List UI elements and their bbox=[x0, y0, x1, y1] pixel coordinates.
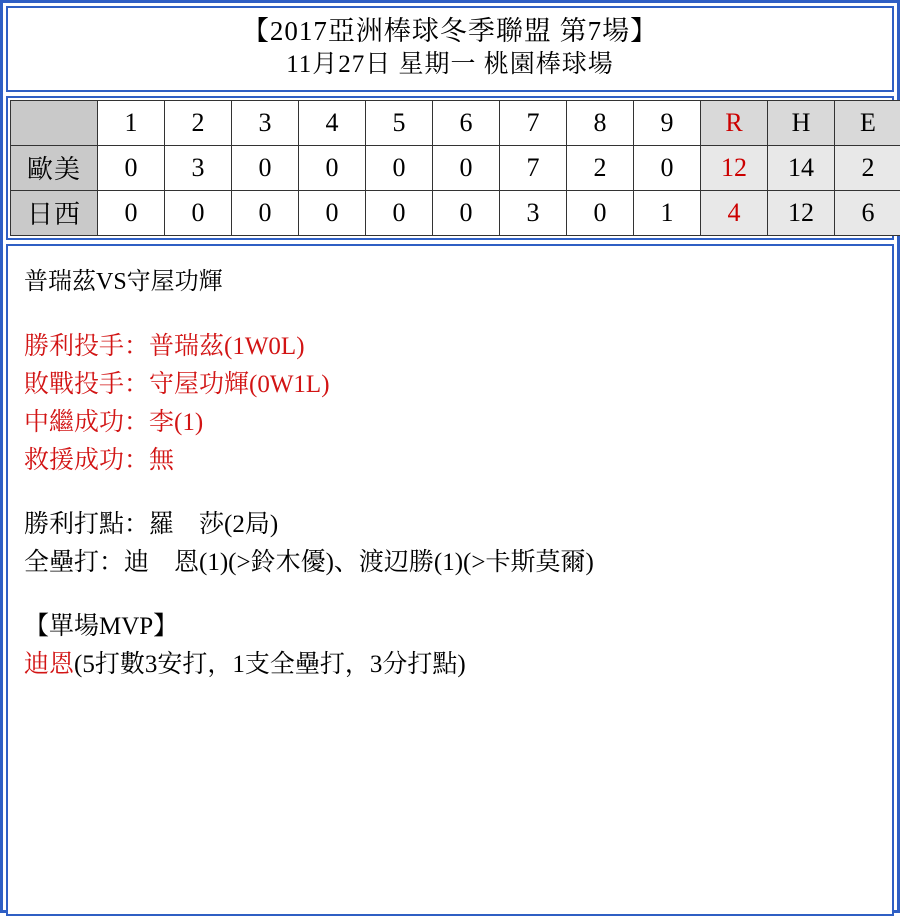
inning-header-1: 1 bbox=[98, 100, 165, 145]
table-header-row bbox=[11, 100, 900, 145]
inning-header-2: 2 bbox=[165, 100, 232, 145]
home-inning-2: 0 bbox=[165, 190, 232, 235]
away-inning-9: 0 bbox=[634, 145, 701, 190]
game-notes-panel bbox=[6, 244, 894, 916]
mvp-stats: (5打數3安打，1支全壘打，3分打點) bbox=[74, 651, 466, 678]
notes-spacer-2 bbox=[24, 582, 876, 608]
inning-header-7: 7 bbox=[500, 100, 567, 145]
away-inning-1: 0 bbox=[98, 145, 165, 190]
starting-pitchers-matchup: 普瑞茲VS守屋功輝 bbox=[24, 264, 876, 300]
home-errors: 6 bbox=[835, 190, 900, 235]
team-name-away: 歐美 bbox=[11, 145, 98, 190]
away-inning-3: 0 bbox=[232, 145, 299, 190]
hold-pitcher: 中繼成功：李(1) bbox=[24, 404, 876, 442]
away-inning-5: 0 bbox=[366, 145, 433, 190]
notes-spacer-1 bbox=[24, 480, 876, 506]
winning-rbi: 勝利打點：羅 莎(2局) bbox=[24, 506, 876, 544]
losing-pitcher: 敗戰投手：守屋功輝(0W1L) bbox=[24, 366, 876, 404]
away-hits: 14 bbox=[768, 145, 835, 190]
home-inning-9: 1 bbox=[634, 190, 701, 235]
mvp-line bbox=[24, 646, 876, 684]
table-row bbox=[11, 145, 900, 190]
home-inning-8: 0 bbox=[567, 190, 634, 235]
hits-header: H bbox=[768, 100, 835, 145]
game-date-venue: 11月27日 星期一 桃園棒球場 bbox=[8, 49, 892, 82]
table-row bbox=[11, 190, 900, 235]
away-inning-6: 0 bbox=[433, 145, 500, 190]
team-name-home: 日西 bbox=[11, 190, 98, 235]
away-runs: 12 bbox=[701, 145, 768, 190]
away-inning-2: 3 bbox=[165, 145, 232, 190]
away-errors: 2 bbox=[835, 145, 900, 190]
away-inning-7: 7 bbox=[500, 145, 567, 190]
inning-header-6: 6 bbox=[433, 100, 500, 145]
away-inning-8: 2 bbox=[567, 145, 634, 190]
home-inning-7: 3 bbox=[500, 190, 567, 235]
inning-header-3: 3 bbox=[232, 100, 299, 145]
linescore-panel bbox=[6, 96, 894, 240]
page-title: 【2017亞洲棒球冬季聯盟 第7場】 bbox=[8, 14, 892, 49]
errors-header: E bbox=[835, 100, 900, 145]
mvp-title: 【單場MVP】 bbox=[24, 608, 876, 646]
home-runs: 4 bbox=[701, 190, 768, 235]
home-runs-list: 全壘打：迪 恩(1)(>鈴木優)、渡辺勝(1)(>卡斯莫爾) bbox=[24, 544, 876, 582]
linescore-table bbox=[10, 100, 900, 236]
mvp-name: 迪恩 bbox=[24, 651, 74, 678]
inning-header-9: 9 bbox=[634, 100, 701, 145]
save-pitcher: 救援成功：無 bbox=[24, 442, 876, 480]
runs-header: R bbox=[701, 100, 768, 145]
home-inning-6: 0 bbox=[433, 190, 500, 235]
team-column-header bbox=[11, 100, 98, 145]
home-hits: 12 bbox=[768, 190, 835, 235]
inning-header-5: 5 bbox=[366, 100, 433, 145]
winning-pitcher: 勝利投手：普瑞茲(1W0L) bbox=[24, 328, 876, 366]
home-inning-4: 0 bbox=[299, 190, 366, 235]
home-inning-1: 0 bbox=[98, 190, 165, 235]
home-inning-5: 0 bbox=[366, 190, 433, 235]
away-inning-4: 0 bbox=[299, 145, 366, 190]
home-inning-3: 0 bbox=[232, 190, 299, 235]
inning-header-4: 4 bbox=[299, 100, 366, 145]
game-header bbox=[6, 6, 894, 92]
inning-header-8: 8 bbox=[567, 100, 634, 145]
